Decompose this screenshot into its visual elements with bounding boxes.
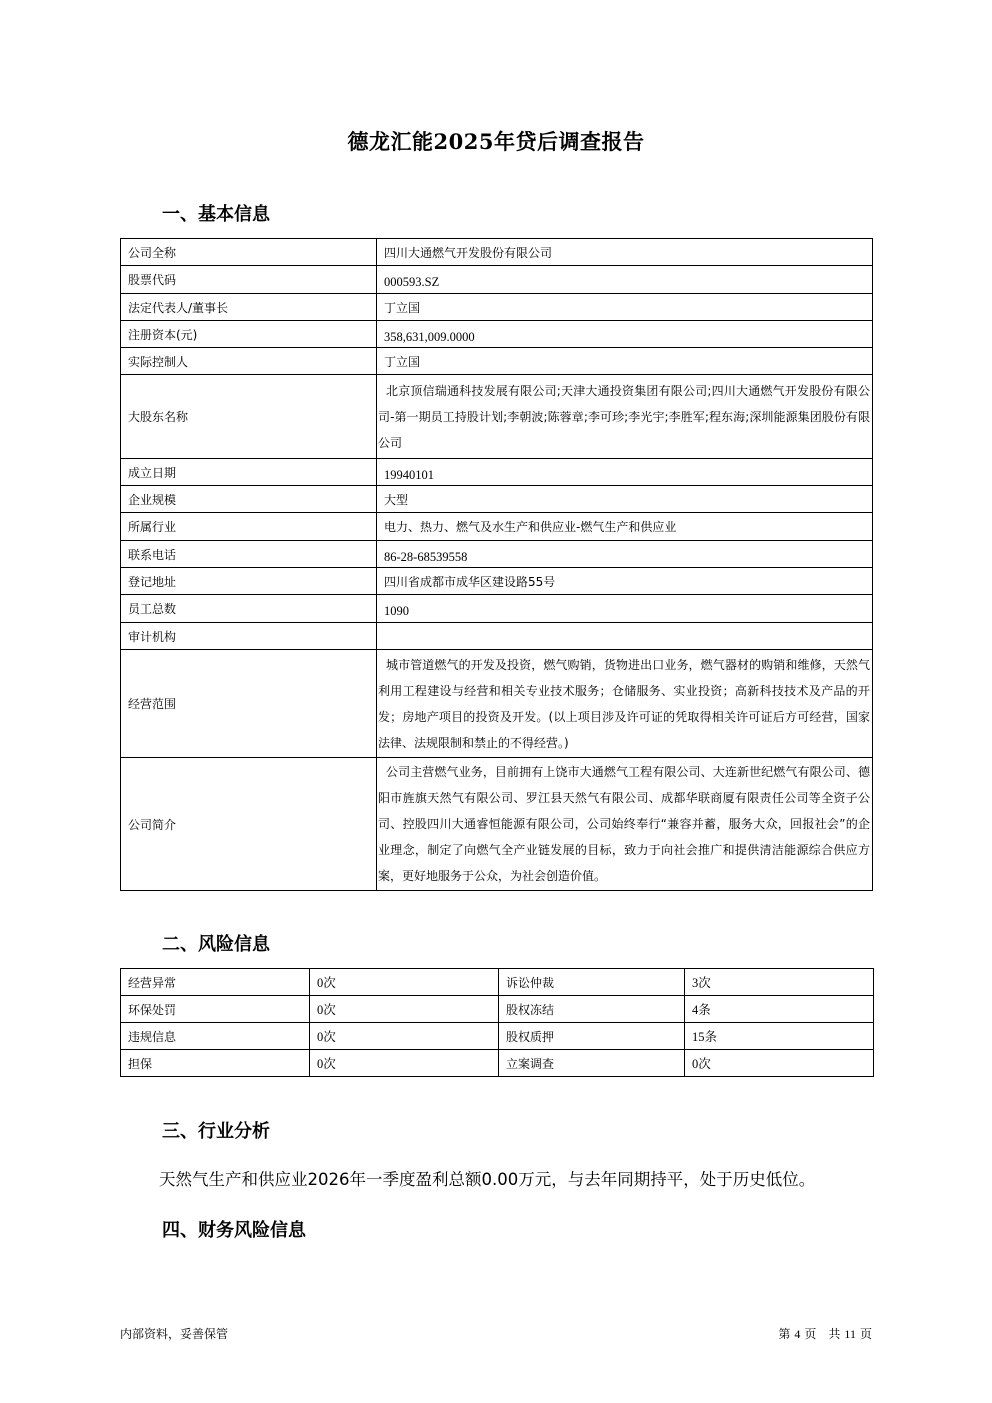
auditor-label: 审计机构: [121, 623, 377, 650]
table-row: [121, 513, 873, 541]
risk-label: 股权质押: [499, 1023, 685, 1050]
scope-value: 城市管道燃气的开发及投资，燃气购销，货物进出口业务，燃气器材的购销和维修，天然气利用工程建设与经营和相关专业技术服务；仓储服务、实业投资；高新科技技术及产品的开发；房地产项目的投资及开发。(以上项目涉及许可证的凭取得相关许可证后方可经营，国家法律、法规限制和禁止的不得经营。): [377, 650, 873, 758]
risk-value: 4条: [685, 996, 874, 1023]
employees-value: 1090: [377, 595, 873, 623]
founded-value: 19940101: [377, 459, 873, 486]
risk-value: 0次: [685, 1050, 874, 1077]
risk-value: 0次: [310, 1023, 499, 1050]
table-row: [121, 1050, 874, 1077]
risk-label: 担保: [121, 1050, 310, 1077]
table-row: [121, 541, 873, 568]
total-suffix: 页: [859, 1327, 872, 1341]
risk-value: 15条: [685, 1023, 874, 1050]
table-row: [121, 266, 873, 294]
table-row: [121, 486, 873, 513]
industry-value: 电力、热力、燃气及水生产和供应业-燃气生产和供应业: [377, 513, 873, 541]
risk-label: 经营异常: [121, 969, 310, 996]
controller-label: 实际控制人: [121, 348, 377, 375]
page-total: 11: [844, 1327, 856, 1341]
table-row: [121, 568, 873, 595]
table-row: [121, 459, 873, 486]
document-title: 德龙汇能2025年贷后调查报告: [347, 129, 645, 154]
page-current: 4: [794, 1327, 801, 1341]
page-prefix: 第: [778, 1327, 791, 1341]
capital-label: 注册资本(元): [121, 321, 377, 348]
section-heading-risk: 二、风险信息: [162, 934, 270, 955]
risk-label: 立案调查: [499, 1050, 685, 1077]
controller-value: 丁立国: [377, 348, 873, 375]
table-row: [121, 650, 873, 758]
table-row: [121, 321, 873, 348]
risk-label: 诉讼仲裁: [499, 969, 685, 996]
company-name-label: 公司全称: [121, 239, 377, 266]
founded-label: 成立日期: [121, 459, 377, 486]
table-row: [121, 996, 874, 1023]
scope-label: 经营范围: [121, 650, 377, 758]
company-name-value: 四川大通燃气开发股份有限公司: [377, 239, 873, 266]
phone-label: 联系电话: [121, 541, 377, 568]
address-value: 四川省成都市成华区建设路55号: [377, 568, 873, 595]
stock-code-value: 000593.SZ: [377, 266, 873, 294]
table-row: [121, 1023, 874, 1050]
table-row: [121, 969, 874, 996]
industry-label: 所属行业: [121, 513, 377, 541]
capital-value: 358,631,009.0000: [377, 321, 873, 348]
section-heading-basic: 一、基本信息: [162, 204, 270, 225]
footer-confidential: 内部资料，妥善保管: [120, 1327, 229, 1341]
table-row: [121, 623, 873, 650]
table-row: [121, 595, 873, 623]
legal-rep-value: 丁立国: [377, 294, 873, 321]
phone-value: 86-28-68539558: [377, 541, 873, 568]
risk-label: 股权冻结: [499, 996, 685, 1023]
basic-info-table: [120, 238, 873, 891]
total-prefix: 共: [828, 1327, 841, 1341]
footer-page-number: [778, 1325, 872, 1342]
table-row: [121, 239, 873, 266]
legal-rep-label: 法定代表人/董事长: [121, 294, 377, 321]
table-row: [121, 348, 873, 375]
stock-code-label: 股票代码: [121, 266, 377, 294]
table-row: [121, 375, 873, 459]
scale-value: 大型: [377, 486, 873, 513]
risk-value: 0次: [310, 1050, 499, 1077]
risk-value: 0次: [310, 996, 499, 1023]
employees-label: 员工总数: [121, 595, 377, 623]
risk-value: 0次: [310, 969, 499, 996]
table-row: [121, 758, 873, 891]
industry-analysis-text: 天然气生产和供应业2026年一季度盈利总额0.00万元，与去年同期持平，处于历史低位。: [159, 1170, 816, 1189]
table-row: [121, 294, 873, 321]
intro-label: 公司简介: [121, 758, 377, 891]
risk-info-table: [120, 968, 874, 1077]
risk-value: 3次: [685, 969, 874, 996]
address-label: 登记地址: [121, 568, 377, 595]
scale-label: 企业规模: [121, 486, 377, 513]
auditor-value: [377, 623, 873, 650]
risk-label: 环保处罚: [121, 996, 310, 1023]
page-suffix: 页: [804, 1327, 817, 1341]
shareholders-value: 北京顶信瑞通科技发展有限公司;天津大通投资集团有限公司;四川大通燃气开发股份有限公司-第一期员工持股计划;李朝波;陈蓉章;李可珍;李光宇;李胜军;程东海;深圳能源集团股份有限公司: [377, 375, 873, 459]
shareholders-label: 大股东名称: [121, 375, 377, 459]
intro-value: 公司主营燃气业务，目前拥有上饶市大通燃气工程有限公司、大连新世纪燃气有限公司、德阳市旌旗天然气有限公司、罗江县天然气有限公司、成都华联商厦有限责任公司等全资子公司、控股四川大通睿恒能源有限公司，公司始终奉行“兼容并蓄，服务大众，回报社会”的企业理念，制定了向燃气全产业链发展的目标，致力于向社会推广和提供清洁能源综合供应方案，更好地服务于公众，为社会创造价值。: [377, 758, 873, 891]
section-heading-industry: 三、行业分析: [162, 1121, 270, 1142]
section-heading-financial: 四、财务风险信息: [162, 1220, 306, 1241]
risk-label: 违规信息: [121, 1023, 310, 1050]
